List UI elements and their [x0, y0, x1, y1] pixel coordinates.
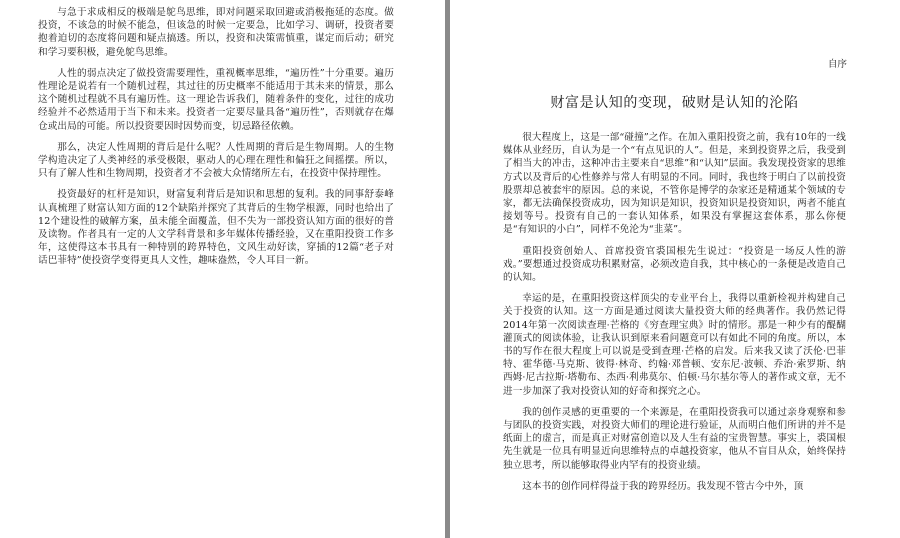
running-head: 自序 — [827, 59, 847, 70]
right-paragraph-2: 重阳投资创始人、首席投资官裘国根先生说过：“投资是一场反人性的游戏。”要想通过投资成功积累财富，必须改造自我，其中核心的一条便是改造自己的认知。 — [503, 245, 846, 284]
right-paragraph-4: 我的创作灵感的更重要的一个来源是，在重阳投资我可以通过亲身观察和参与团队的投资实践，对投资大师们的理论进行验证，从而明白他们所讲的并不是纸面上的虚言，而是真正对财富创造以及人生有益的宝贵智慧。事实上，裘国根先生就是一位具有明显近向思维特点的卓越投资家，他从不盲目从众，始终保持独立思考，所以能够取得业内罕有的投资业绩。 — [503, 406, 846, 471]
left-page-body — [38, 6, 394, 276]
right-paragraph-1: 很大程度上，这是一部“碰撞”之作。在加入重阳投资之前，我有10年的一线媒体从业经历，自认为是一个“有点见识的人”。但是，来到投资界之后，我受到了相当大的冲击，这种冲击主要来自“思维”和“认知”层面。我发现投资家的思维方式以及背后的心性修养与常人有明显的不同。同时，我也终于明白了以前投资股票却总被套牢的原因。总的来说，不管你是博学的杂家还是精通某个领域的专家，都无法确保投资成功，因为知识是知识，投资知识是投资知识，两者不能直接划等号。投资有自己的一套认知体系，如果没有掌握这套体系，那么你便是“有知识的小白”，同样不免沦为“韭菜”。 — [503, 132, 846, 236]
right-paragraph-5: 这本书的创作同样得益于我的跨界经历。我发现不管古今中外，顶 — [522, 480, 804, 492]
left-page — [0, 0, 445, 538]
right-paragraph-3: 幸运的是，在重阳投资这样顶尖的专业平台上，我得以重新检视并构建自己关于投资的认知。这一方面是通过阅读大量投资大师的经典著作。我仍然记得2014年第一次阅读查理·芒格的《穷查理宝典》时的情形。那是一种少有的醍醐灌顶式的阅读体验，让我认识到原来看问题竟可以有如此不同的角度。所以，本书的写作在很大程度上可以说是受到查理·芒格的启发。后来我又读了沃伦·巴菲特、霍华德·马克斯、彼得·林奇、约翰·邓普顿、安东尼·波顿、乔治·索罗斯、纳西姆·尼古拉斯·塔勒布、杰西·利弗莫尔、伯顿·马尔基尔等人的著作或文章，无不进一步加深了我对投资认知的好奇和探究之心。 — [503, 293, 846, 397]
left-paragraph-3: 那么，决定人性周期的背后是什么呢？人性周期的背后是生物周期。人的生物学构造决定了人类神经的承受极限，驱动人的心理在理性和偏狂之间摇摆。所以，只有了解人性和生物周期，投资者才不会被大众情绪所左右，在投资中保持理性。 — [38, 141, 394, 180]
chapter-title: 财富是认知的变现，破财是认知的沦陷 — [550, 95, 799, 111]
left-paragraph-2: 人性的弱点决定了做投资需要理性，重视概率思维，“遍历性”十分重要。遍历性理论是说若有一个随机过程，其过往的历史概率不能适用于其未来的情景，那么这个随机过程就不具有遍历性。这一理论告诉我们，随着条件的变化，过往的成功经验并不必然适用于当下和未来。投资者一定要尽量具备“遍历性”，否则就存在爆仓或出局的可能。所以投资要因时因势而变，切忌路径依赖。 — [38, 67, 394, 132]
right-page-body — [503, 131, 846, 501]
left-paragraph-1: 与急于求成相反的极端是鸵鸟思维，即对问题采取回避或消极拖延的态度。做投资，不该急的时候不能急，但该急的时候一定要急，比如学习、调研，投资者要抱着迫切的态度将问题和疑点搞透。所以，投资和决策需慎重，谋定而后动；研究和学习要积极，避免鸵鸟思维。 — [38, 7, 394, 58]
left-paragraph-4: 投资最好的杠杆是知识，财富复利背后是知识和思想的复利。我的同事舒泰峰认真梳理了财富认知方面的12个缺陷并探究了其背后的生物学根源，同时也给出了12个建设性的破解方案，虽未能全面覆盖，但不失为一部投资认知方面的很好的普及读物。作者具有一定的人文学科背景和多年媒体传播经验，又在重阳投资工作多年，这使得这本书具有一种特别的跨界特色，文风生动好读，穿插的12篇“老子对话巴菲特”使投资学变得更具人文性，趣味盎然，令人耳目一新。 — [38, 189, 394, 267]
right-page — [450, 0, 900, 538]
